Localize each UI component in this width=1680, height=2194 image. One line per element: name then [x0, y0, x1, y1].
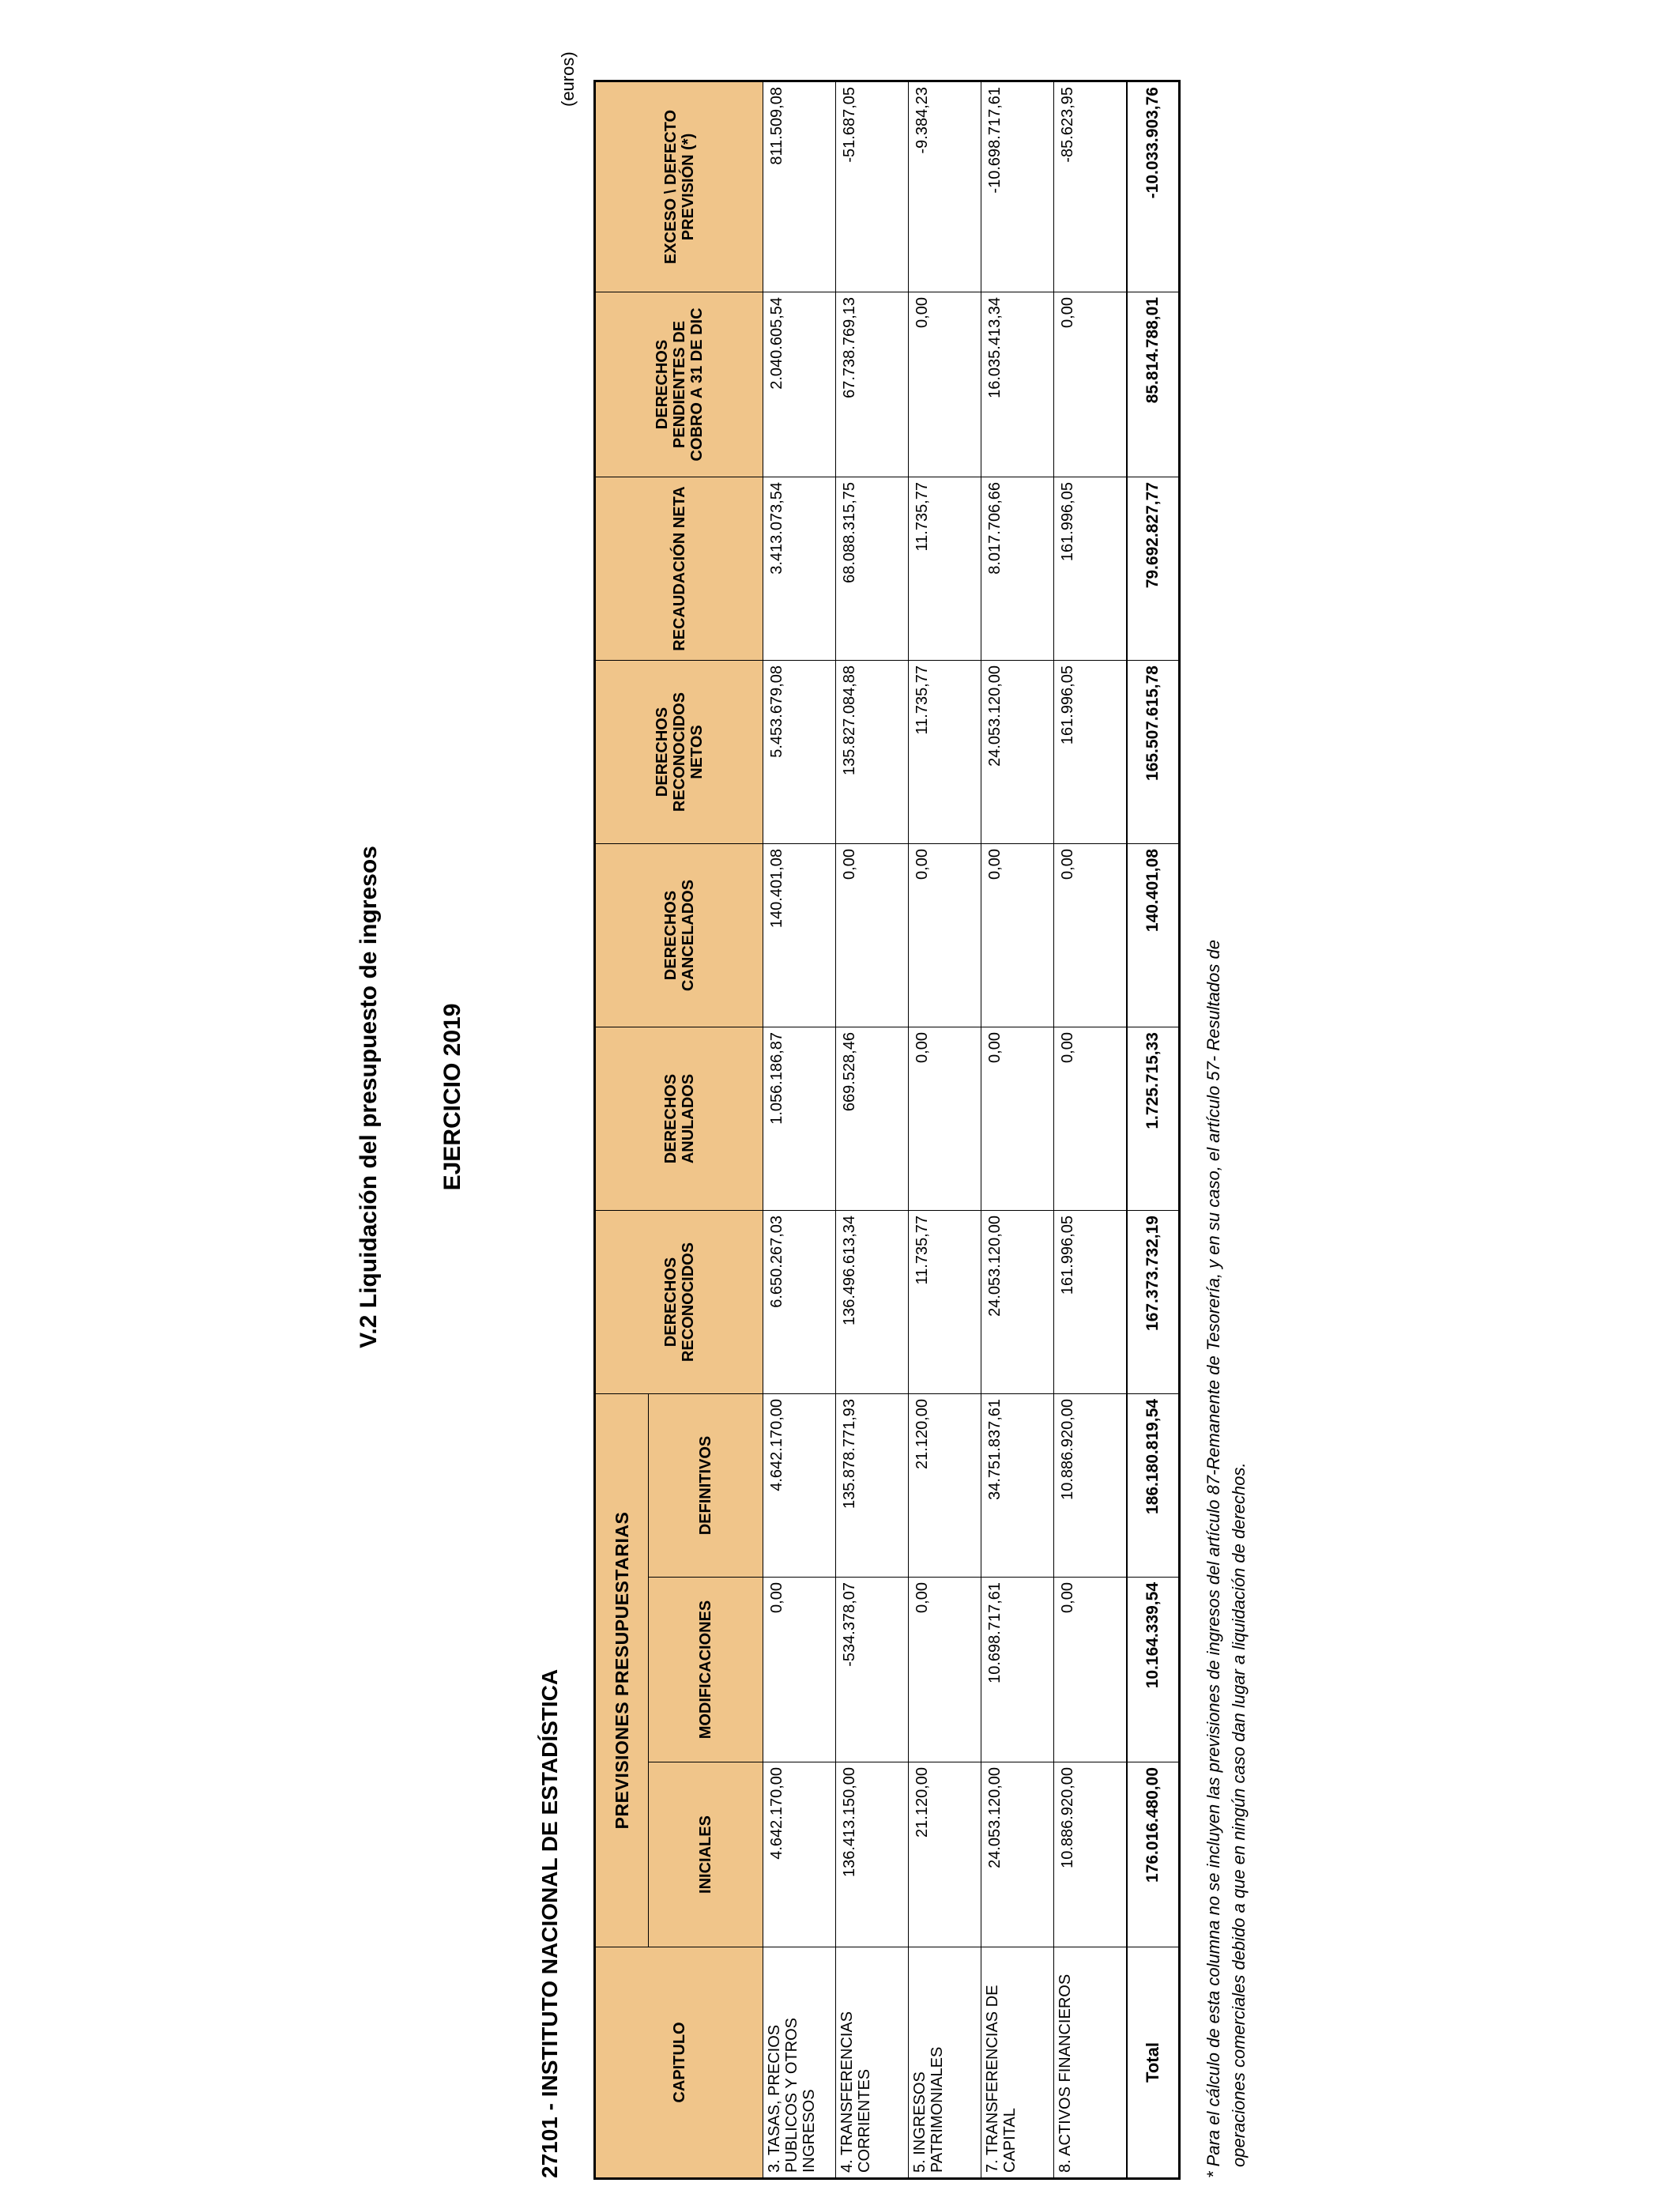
table-row — [836, 82, 909, 2178]
cell-total-derechos-cancelados: 140.401,08 — [1127, 844, 1179, 1027]
header-modificaciones: MODIFICACIONES — [649, 1578, 763, 1762]
cell-derechos-cancelados: 0,00 — [909, 844, 981, 1027]
cell-derechos-reconocidos-netos: 161.996,05 — [1054, 661, 1128, 844]
cell-derechos-reconocidos: 24.053.120,00 — [981, 1211, 1054, 1394]
table-row — [909, 82, 981, 2178]
table-row — [1054, 82, 1128, 2178]
cell-modificaciones: 0,00 — [763, 1578, 836, 1762]
cell-definitivos: 21.120,00 — [909, 1394, 981, 1578]
cell-definitivos: 4.642.170,00 — [763, 1394, 836, 1578]
cell-exceso-defecto: -85.623,95 — [1054, 82, 1128, 292]
cell-capitulo: 5. INGRESOS PATRIMONIALES — [909, 1947, 981, 2178]
cell-recaudacion-neta: 11.735,77 — [909, 477, 981, 661]
cell-derechos-pendientes: 0,00 — [909, 292, 981, 477]
cell-derechos-anulados: 0,00 — [1054, 1027, 1128, 1211]
cell-modificaciones: 10.698.717,61 — [981, 1578, 1054, 1762]
cell-recaudacion-neta: 68.088.315,75 — [836, 477, 909, 661]
cell-exceso-defecto: -51.687,05 — [836, 82, 909, 292]
cell-derechos-cancelados: 0,00 — [1054, 844, 1128, 1027]
cell-derechos-cancelados: 0,00 — [836, 844, 909, 1027]
cell-total-derechos-reconocidos-netos: 165.507.615,78 — [1127, 661, 1179, 844]
cell-derechos-anulados: 0,00 — [981, 1027, 1054, 1211]
header-iniciales: INICIALES — [649, 1762, 763, 1947]
cell-total-exceso-defecto: -10.033.903,76 — [1127, 82, 1179, 292]
header-definitivos: DEFINITIVOS — [649, 1394, 763, 1578]
cell-definitivos: 10.886.920,00 — [1054, 1394, 1128, 1578]
cell-total-definitivos: 186.180.819,54 — [1127, 1394, 1179, 1578]
cell-total-derechos-anulados: 1.725.715,33 — [1127, 1027, 1179, 1211]
cell-derechos-reconocidos: 161.996,05 — [1054, 1211, 1128, 1394]
cell-derechos-reconocidos-netos: 5.453.679,08 — [763, 661, 836, 844]
cell-derechos-cancelados: 0,00 — [981, 844, 1054, 1027]
cell-capitulo: 7. TRANSFERENCIAS DE CAPITAL — [981, 1947, 1054, 2178]
page-title: V.2 Liquidación del presupuesto de ingresos — [356, 846, 382, 1348]
cell-recaudacion-neta: 8.017.706,66 — [981, 477, 1054, 661]
header-group-previsiones: PREVISIONES PRESUPUESTARIAS — [596, 1394, 649, 1947]
cell-derechos-reconocidos-netos: 24.053.120,00 — [981, 661, 1054, 844]
header-capitulo: CAPITULO — [596, 1947, 763, 2178]
currency-unit: (euros) — [558, 51, 578, 107]
cell-exceso-defecto: 811.509,08 — [763, 82, 836, 292]
header-derechos-cancelados: DERECHOS CANCELADOS — [596, 844, 763, 1027]
cell-definitivos: 135.878.771,93 — [836, 1394, 909, 1578]
cell-exceso-defecto: -10.698.717,61 — [981, 82, 1054, 292]
cell-total-derechos-pendientes: 85.814.788,01 — [1127, 292, 1179, 477]
table-row — [763, 82, 836, 2178]
cell-iniciales: 10.886.920,00 — [1054, 1762, 1128, 1947]
table-row — [981, 82, 1054, 2178]
cell-capitulo: 8. ACTIVOS FINANCIEROS — [1054, 1947, 1128, 2178]
cell-total-iniciales: 176.016.480,00 — [1127, 1762, 1179, 1947]
cell-derechos-reconocidos: 11.735,77 — [909, 1211, 981, 1394]
entity-heading: 27101 - INSTITUTO NACIONAL DE ESTADÍSTICA — [537, 1668, 562, 2178]
cell-derechos-pendientes: 16.035.413,34 — [981, 292, 1054, 477]
cell-modificaciones: -534.378,07 — [836, 1578, 909, 1762]
cell-iniciales: 136.413.150,00 — [836, 1762, 909, 1947]
cell-derechos-reconocidos: 136.496.613,34 — [836, 1211, 909, 1394]
header-derechos-reconocidos: DERECHOS RECONOCIDOS — [596, 1211, 763, 1394]
cell-capitulo: 3. TASAS, PRECIOS PUBLICOS Y OTROS INGRESOS — [763, 1947, 836, 2178]
header-derechos-reconocidos-netos: DERECHOS RECONOCIDOS NETOS — [596, 661, 763, 844]
header-recaudacion-neta: RECAUDACIÓN NETA — [596, 477, 763, 661]
cell-iniciales: 4.642.170,00 — [763, 1762, 836, 1947]
cell-derechos-anulados: 0,00 — [909, 1027, 981, 1211]
cell-derechos-reconocidos: 6.650.267,03 — [763, 1211, 836, 1394]
cell-modificaciones: 0,00 — [909, 1578, 981, 1762]
cell-recaudacion-neta: 3.413.073,54 — [763, 477, 836, 661]
header-exceso-defecto: EXCESO \ DEFECTO PREVISIÓN (*) — [596, 82, 763, 292]
header-derechos-pendientes: DERECHOS PENDIENTES DE COBRO A 31 DE DIC — [596, 292, 763, 477]
cell-capitulo: 4. TRANSFERENCIAS CORRIENTES — [836, 1947, 909, 2178]
cell-derechos-anulados: 669.528,46 — [836, 1027, 909, 1211]
cell-total-recaudacion-neta: 79.692.827,77 — [1127, 477, 1179, 661]
cell-total-derechos-reconocidos: 167.373.732,19 — [1127, 1211, 1179, 1394]
cell-derechos-reconocidos-netos: 135.827.084,88 — [836, 661, 909, 844]
cell-derechos-reconocidos-netos: 11.735,77 — [909, 661, 981, 844]
budget-table — [595, 81, 1179, 2178]
cell-iniciales: 21.120,00 — [909, 1762, 981, 1947]
cell-derechos-cancelados: 140.401,08 — [763, 844, 836, 1027]
cell-modificaciones: 0,00 — [1054, 1578, 1128, 1762]
cell-exceso-defecto: -9.384,23 — [909, 82, 981, 292]
cell-total-label: Total — [1127, 1947, 1179, 2178]
cell-derechos-pendientes: 0,00 — [1054, 292, 1128, 477]
header-row-group — [596, 82, 649, 2178]
cell-recaudacion-neta: 161.996,05 — [1054, 477, 1128, 661]
cell-derechos-anulados: 1.056.186,87 — [763, 1027, 836, 1211]
footnote: * Para el cálculo de esta columna no se incluyen las previsiones de ingresos del artículo 87-Remanente de Tesorería, y en su caso, el artículo 57- Resultados de operaciones comerciales debido a que en ningún caso dan lugar a liquidación de derechos. — [1203, 940, 1249, 2178]
cell-derechos-pendientes: 67.738.769,13 — [836, 292, 909, 477]
fiscal-year-title: EJERCICIO 2019 — [439, 1003, 465, 1191]
header-derechos-anulados: DERECHOS ANULADOS — [596, 1027, 763, 1211]
cell-definitivos: 34.751.837,61 — [981, 1394, 1054, 1578]
cell-total-modificaciones: 10.164.339,54 — [1127, 1578, 1179, 1762]
total-row — [1127, 82, 1179, 2178]
cell-derechos-pendientes: 2.040.605,54 — [763, 292, 836, 477]
cell-iniciales: 24.053.120,00 — [981, 1762, 1054, 1947]
